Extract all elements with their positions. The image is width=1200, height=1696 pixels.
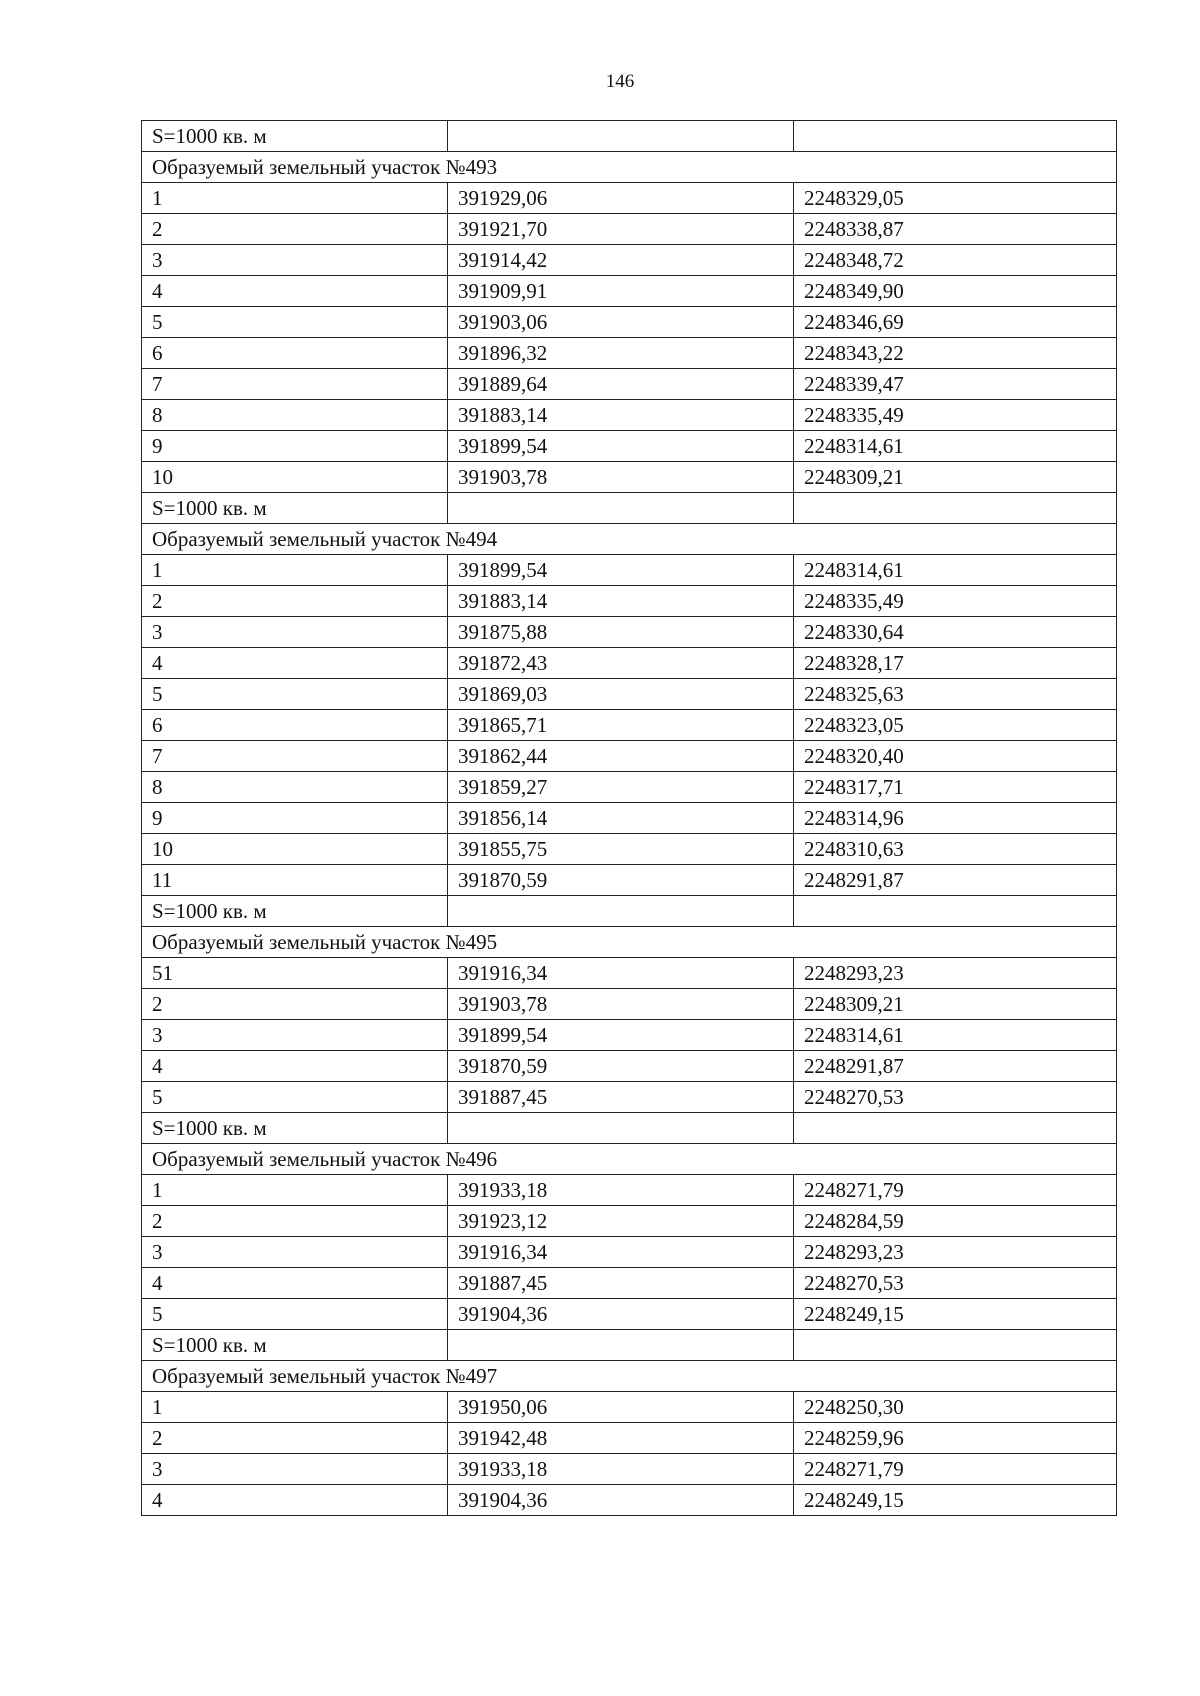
x-coordinate: 391904,36 — [448, 1485, 794, 1516]
point-number: 5 — [142, 307, 448, 338]
y-coordinate: 2248335,49 — [794, 400, 1117, 431]
x-coordinate: 391904,36 — [448, 1299, 794, 1330]
point-number: 4 — [142, 1051, 448, 1082]
coordinates-table — [141, 120, 1117, 1516]
y-coordinate: 2248249,15 — [794, 1485, 1117, 1516]
page-number: 146 — [605, 71, 635, 92]
plot-title: Образуемый земельный участок №493 — [142, 152, 1117, 183]
point-number: 2 — [142, 214, 448, 245]
point-number: 6 — [142, 710, 448, 741]
table-row — [142, 1268, 1117, 1299]
x-coordinate: 391870,59 — [448, 1051, 794, 1082]
point-number: 4 — [142, 1485, 448, 1516]
x-coordinate: 391942,48 — [448, 1423, 794, 1454]
y-coordinate: 2248348,72 — [794, 245, 1117, 276]
area-cell: S=1000 кв. м — [142, 1330, 448, 1361]
point-number: 4 — [142, 648, 448, 679]
y-coordinate: 2248291,87 — [794, 865, 1117, 896]
point-number: 8 — [142, 772, 448, 803]
point-number: 8 — [142, 400, 448, 431]
y-coordinate: 2248325,63 — [794, 679, 1117, 710]
x-coordinate: 391862,44 — [448, 741, 794, 772]
table-row — [142, 1454, 1117, 1485]
table-row — [142, 617, 1117, 648]
x-coordinate: 391899,54 — [448, 555, 794, 586]
point-number: 4 — [142, 1268, 448, 1299]
y-coordinate: 2248259,96 — [794, 1423, 1117, 1454]
table-row — [142, 989, 1117, 1020]
y-coordinate: 2248343,22 — [794, 338, 1117, 369]
plot-title: Образуемый земельный участок №496 — [142, 1144, 1117, 1175]
table-row — [142, 1082, 1117, 1113]
table-row — [142, 834, 1117, 865]
y-coordinate: 2248250,30 — [794, 1392, 1117, 1423]
point-number: 5 — [142, 1299, 448, 1330]
table-row — [142, 307, 1117, 338]
y-coordinate: 2248309,21 — [794, 989, 1117, 1020]
table-row — [142, 803, 1117, 834]
point-number: 11 — [142, 865, 448, 896]
table-row — [142, 586, 1117, 617]
empty-cell — [448, 493, 794, 524]
x-coordinate: 391903,78 — [448, 462, 794, 493]
x-coordinate: 391933,18 — [448, 1454, 794, 1485]
point-number: 3 — [142, 617, 448, 648]
table-row — [142, 741, 1117, 772]
empty-cell — [448, 896, 794, 927]
table-row — [142, 648, 1117, 679]
point-number: 2 — [142, 586, 448, 617]
point-number: 2 — [142, 1206, 448, 1237]
plot-title: Образуемый земельный участок №495 — [142, 927, 1117, 958]
table-row — [142, 1206, 1117, 1237]
x-coordinate: 391865,71 — [448, 710, 794, 741]
point-number: 5 — [142, 1082, 448, 1113]
point-number: 5 — [142, 679, 448, 710]
table-row — [142, 1392, 1117, 1423]
x-coordinate: 391950,06 — [448, 1392, 794, 1423]
x-coordinate: 391883,14 — [448, 586, 794, 617]
point-number: 10 — [142, 462, 448, 493]
point-number: 1 — [142, 183, 448, 214]
y-coordinate: 2248249,15 — [794, 1299, 1117, 1330]
area-row — [142, 1330, 1117, 1361]
table-row — [142, 1299, 1117, 1330]
table-row — [142, 1175, 1117, 1206]
point-number: 3 — [142, 1020, 448, 1051]
x-coordinate: 391872,43 — [448, 648, 794, 679]
point-number: 9 — [142, 431, 448, 462]
plot-title-row — [142, 524, 1117, 555]
y-coordinate: 2248314,61 — [794, 1020, 1117, 1051]
y-coordinate: 2248323,05 — [794, 710, 1117, 741]
area-row — [142, 896, 1117, 927]
x-coordinate: 391903,06 — [448, 307, 794, 338]
x-coordinate: 391933,18 — [448, 1175, 794, 1206]
x-coordinate: 391855,75 — [448, 834, 794, 865]
x-coordinate: 391883,14 — [448, 400, 794, 431]
area-cell: S=1000 кв. м — [142, 896, 448, 927]
table-row — [142, 183, 1117, 214]
y-coordinate: 2248293,23 — [794, 958, 1117, 989]
y-coordinate: 2248320,40 — [794, 741, 1117, 772]
point-number: 7 — [142, 369, 448, 400]
y-coordinate: 2248293,23 — [794, 1237, 1117, 1268]
point-number: 6 — [142, 338, 448, 369]
x-coordinate: 391859,27 — [448, 772, 794, 803]
y-coordinate: 2248328,17 — [794, 648, 1117, 679]
table-row — [142, 1485, 1117, 1516]
y-coordinate: 2248330,64 — [794, 617, 1117, 648]
y-coordinate: 2248335,49 — [794, 586, 1117, 617]
table-row — [142, 865, 1117, 896]
table-row — [142, 958, 1117, 989]
point-number: 3 — [142, 1237, 448, 1268]
area-row — [142, 1113, 1117, 1144]
point-number: 7 — [142, 741, 448, 772]
table-row — [142, 431, 1117, 462]
table-row — [142, 1020, 1117, 1051]
point-number: 51 — [142, 958, 448, 989]
plot-title-row — [142, 927, 1117, 958]
table-row — [142, 338, 1117, 369]
y-coordinate: 2248314,61 — [794, 555, 1117, 586]
x-coordinate: 391875,88 — [448, 617, 794, 648]
x-coordinate: 391923,12 — [448, 1206, 794, 1237]
plot-title-row — [142, 152, 1117, 183]
y-coordinate: 2248339,47 — [794, 369, 1117, 400]
y-coordinate: 2248314,61 — [794, 431, 1117, 462]
empty-cell — [794, 1113, 1117, 1144]
point-number: 1 — [142, 1175, 448, 1206]
empty-cell — [794, 493, 1117, 524]
table-row — [142, 772, 1117, 803]
x-coordinate: 391914,42 — [448, 245, 794, 276]
plot-title-row — [142, 1361, 1117, 1392]
empty-cell — [794, 1330, 1117, 1361]
coordinates-table-body — [142, 121, 1117, 1516]
table-row — [142, 462, 1117, 493]
y-coordinate: 2248271,79 — [794, 1175, 1117, 1206]
y-coordinate: 2248349,90 — [794, 276, 1117, 307]
point-number: 1 — [142, 1392, 448, 1423]
y-coordinate: 2248310,63 — [794, 834, 1117, 865]
plot-title: Образуемый земельный участок №497 — [142, 1361, 1117, 1392]
table-row — [142, 1051, 1117, 1082]
y-coordinate: 2248329,05 — [794, 183, 1117, 214]
point-number: 3 — [142, 1454, 448, 1485]
table-row — [142, 1237, 1117, 1268]
table-row — [142, 679, 1117, 710]
y-coordinate: 2248270,53 — [794, 1268, 1117, 1299]
y-coordinate: 2248309,21 — [794, 462, 1117, 493]
x-coordinate: 391909,91 — [448, 276, 794, 307]
point-number: 2 — [142, 989, 448, 1020]
area-cell: S=1000 кв. м — [142, 493, 448, 524]
plot-title: Образуемый земельный участок №494 — [142, 524, 1117, 555]
y-coordinate: 2248271,79 — [794, 1454, 1117, 1485]
empty-cell — [448, 121, 794, 152]
x-coordinate: 391889,64 — [448, 369, 794, 400]
plot-title-row — [142, 1144, 1117, 1175]
point-number: 9 — [142, 803, 448, 834]
y-coordinate: 2248346,69 — [794, 307, 1117, 338]
table-row — [142, 1423, 1117, 1454]
table-row — [142, 400, 1117, 431]
y-coordinate: 2248284,59 — [794, 1206, 1117, 1237]
table-row — [142, 555, 1117, 586]
point-number: 10 — [142, 834, 448, 865]
x-coordinate: 391887,45 — [448, 1082, 794, 1113]
y-coordinate: 2248291,87 — [794, 1051, 1117, 1082]
table-row — [142, 369, 1117, 400]
area-row — [142, 121, 1117, 152]
area-row — [142, 493, 1117, 524]
table-row — [142, 245, 1117, 276]
point-number: 2 — [142, 1423, 448, 1454]
x-coordinate: 391896,32 — [448, 338, 794, 369]
x-coordinate: 391856,14 — [448, 803, 794, 834]
x-coordinate: 391899,54 — [448, 431, 794, 462]
area-cell: S=1000 кв. м — [142, 1113, 448, 1144]
x-coordinate: 391899,54 — [448, 1020, 794, 1051]
point-number: 1 — [142, 555, 448, 586]
area-cell: S=1000 кв. м — [142, 121, 448, 152]
x-coordinate: 391916,34 — [448, 1237, 794, 1268]
x-coordinate: 391916,34 — [448, 958, 794, 989]
y-coordinate: 2248270,53 — [794, 1082, 1117, 1113]
point-number: 3 — [142, 245, 448, 276]
table-row — [142, 710, 1117, 741]
point-number: 4 — [142, 276, 448, 307]
table-row — [142, 276, 1117, 307]
x-coordinate: 391887,45 — [448, 1268, 794, 1299]
y-coordinate: 2248317,71 — [794, 772, 1117, 803]
x-coordinate: 391869,03 — [448, 679, 794, 710]
table-row — [142, 214, 1117, 245]
empty-cell — [448, 1330, 794, 1361]
x-coordinate: 391921,70 — [448, 214, 794, 245]
y-coordinate: 2248314,96 — [794, 803, 1117, 834]
x-coordinate: 391929,06 — [448, 183, 794, 214]
empty-cell — [448, 1113, 794, 1144]
x-coordinate: 391870,59 — [448, 865, 794, 896]
empty-cell — [794, 896, 1117, 927]
y-coordinate: 2248338,87 — [794, 214, 1117, 245]
empty-cell — [794, 121, 1117, 152]
x-coordinate: 391903,78 — [448, 989, 794, 1020]
